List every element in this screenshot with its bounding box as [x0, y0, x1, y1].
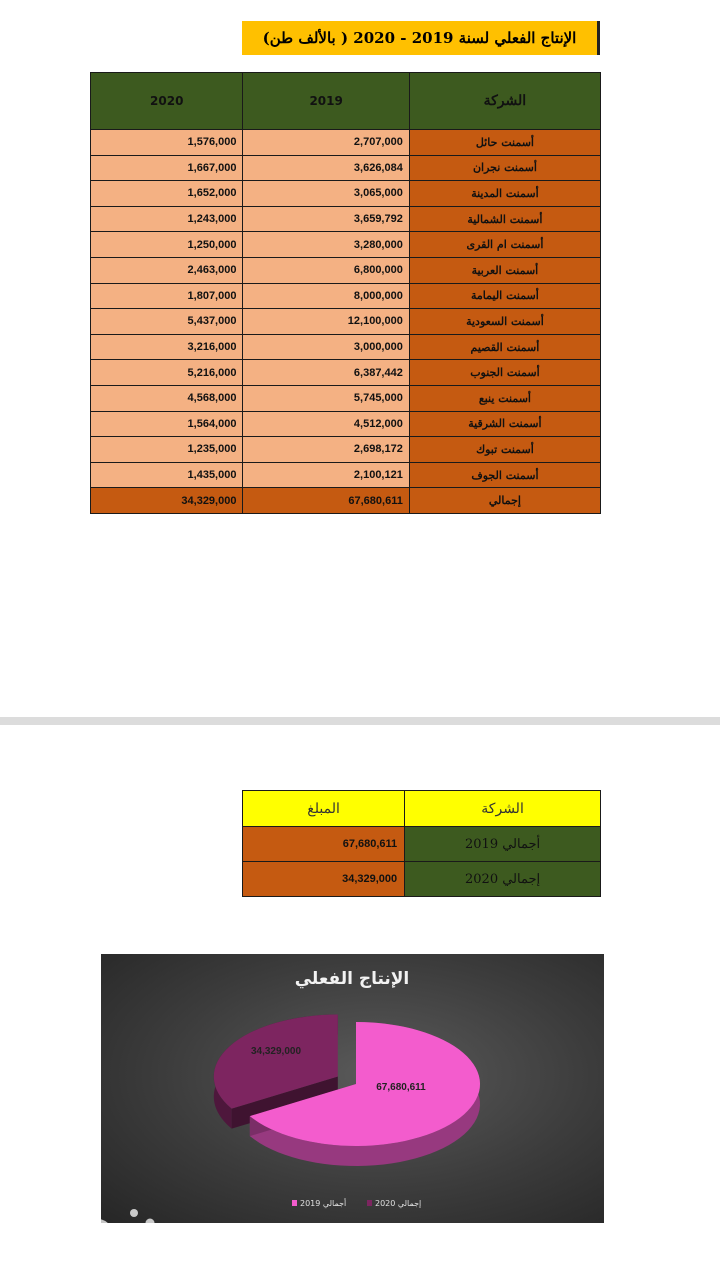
value-2019: 2,707,000: [243, 130, 409, 156]
table-body: [91, 130, 601, 514]
summary-label: إجمالي 2020: [405, 862, 601, 897]
summary-header-row: [243, 791, 601, 827]
chart-title: الإنتاج الفعلي: [294, 969, 410, 989]
value-2020: 1,243,000: [91, 206, 243, 232]
value-2019: 6,800,000: [243, 257, 409, 283]
table-row: [91, 257, 601, 283]
company-name: أسمنت العربية: [409, 257, 600, 283]
total-row: [91, 488, 601, 514]
company-name: أسمنت القصيم: [409, 334, 600, 360]
value-2020: 1,435,000: [91, 462, 243, 488]
value-2020: 1,576,000: [91, 130, 243, 156]
company-name: أسمنت حائل: [409, 130, 600, 156]
value-2019: 3,659,792: [243, 206, 409, 232]
company-name: أسمنت الشمالية: [409, 206, 600, 232]
table-row: [91, 437, 601, 463]
page-title: الإنتاج الفعلي لسنة 2019 - 2020 ( بالألف طن): [242, 21, 600, 55]
company-name: أسمنت ينبع: [409, 385, 600, 411]
production-table: [90, 72, 601, 514]
value-2020: 2,463,000: [91, 257, 243, 283]
value-2020: 4,568,000: [91, 385, 243, 411]
header-2019: 2019: [243, 73, 409, 130]
company-name: أسمنت المدينة: [409, 181, 600, 207]
table-row: [91, 360, 601, 386]
pie-chart: [101, 954, 604, 1223]
value-2019: 12,100,000: [243, 309, 409, 335]
table-row: [91, 385, 601, 411]
summary-table: [242, 790, 601, 897]
table-header-row: [91, 73, 601, 130]
value-2019: 2,698,172: [243, 437, 409, 463]
legend-swatch-2020: [367, 1200, 372, 1206]
summary-amount: 34,329,000: [243, 862, 405, 897]
company-name: أسمنت نجران: [409, 155, 600, 181]
total-label: إجمالي: [409, 488, 600, 514]
value-2020: 1,250,000: [91, 232, 243, 258]
company-name: أسمنت اليمامة: [409, 283, 600, 309]
value-2020: 5,216,000: [91, 360, 243, 386]
company-name: أسمنت الجوف: [409, 462, 600, 488]
value-2019: 8,000,000: [243, 283, 409, 309]
table-row: [91, 462, 601, 488]
table-row: [91, 181, 601, 207]
legend-label-2020: إجمالي 2020: [375, 1199, 422, 1208]
table-row: [91, 411, 601, 437]
value-2020: 3,216,000: [91, 334, 243, 360]
total-2020: 34,329,000: [91, 488, 243, 514]
value-2019: 3,000,000: [243, 334, 409, 360]
table-row: [91, 155, 601, 181]
value-2020: 1,807,000: [91, 283, 243, 309]
header-company: الشركة: [409, 73, 600, 130]
data-label-2019: 67,680,611: [376, 1082, 426, 1093]
legend-label-2019: أجمالي 2019: [300, 1199, 347, 1208]
summary-amount: 67,680,611: [243, 827, 405, 862]
value-2019: 3,280,000: [243, 232, 409, 258]
company-name: أسمنت الشرقية: [409, 411, 600, 437]
table-row: [91, 232, 601, 258]
watermark-logo: [28, 1205, 168, 1265]
value-2020: 1,667,000: [91, 155, 243, 181]
value-2019: 3,626,084: [243, 155, 409, 181]
value-2019: 3,065,000: [243, 181, 409, 207]
value-2019: 5,745,000: [243, 385, 409, 411]
section-divider: [0, 717, 720, 725]
summary-header-amount: المبلغ: [243, 791, 405, 827]
legend-swatch-2019: [292, 1200, 297, 1206]
table-row: [91, 334, 601, 360]
table-row: [91, 130, 601, 156]
summary-header-company: الشركة: [405, 791, 601, 827]
value-2019: 6,387,442: [243, 360, 409, 386]
value-2020: 1,652,000: [91, 181, 243, 207]
value-2020: 5,437,000: [91, 309, 243, 335]
company-name: أسمنت ام القرى: [409, 232, 600, 258]
table-row: [91, 309, 601, 335]
value-2020: 1,235,000: [91, 437, 243, 463]
total-2019: 67,680,611: [243, 488, 409, 514]
company-name: أسمنت الجنوب: [409, 360, 600, 386]
value-2020: 1,564,000: [91, 411, 243, 437]
data-label-2020: 34,329,000: [250, 1046, 302, 1057]
summary-row: [243, 827, 601, 862]
pie-chart-svg: [101, 954, 604, 1223]
table-row: [91, 206, 601, 232]
header-2020: 2020: [91, 73, 243, 130]
summary-label: أجمالي 2019: [405, 827, 601, 862]
summary-row: [243, 862, 601, 897]
company-name: أسمنت تبوك: [409, 437, 600, 463]
table-row: [91, 283, 601, 309]
company-name: أسمنت السعودية: [409, 309, 600, 335]
value-2019: 2,100,121: [243, 462, 409, 488]
value-2019: 4,512,000: [243, 411, 409, 437]
